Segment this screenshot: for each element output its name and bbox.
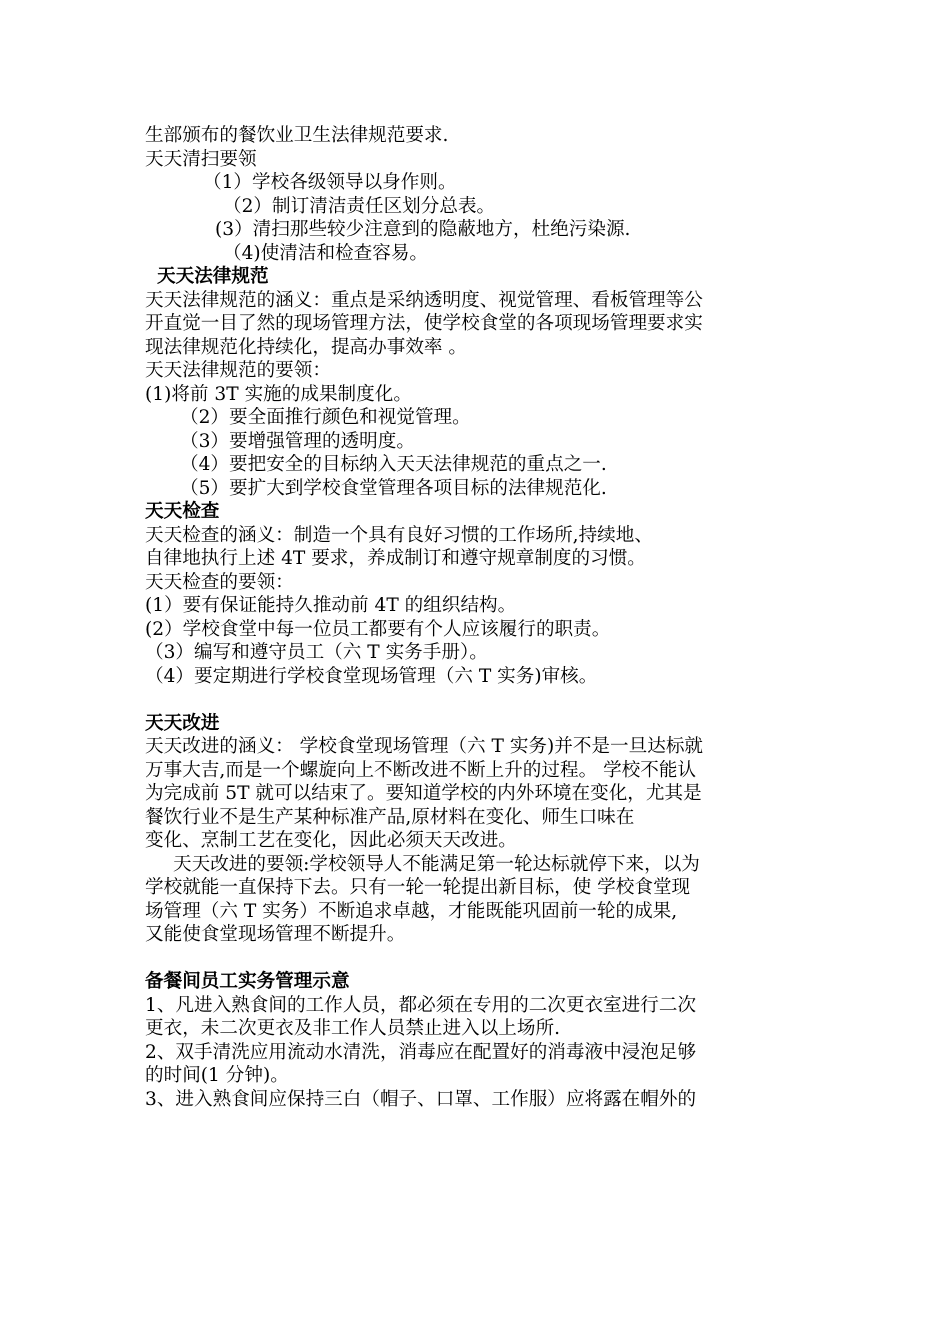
- document-page: [145, 124, 815, 1111]
- text-line: 天天法律规范的涵义：重点是采纳透明度、视觉管理、看板管理等公: [145, 289, 703, 311]
- text-line: 场管理（六 T 实务）不断追求卓越，才能既能巩固前一轮的成果,: [145, 900, 678, 922]
- text-line: 更衣，未二次更衣及非工作人员禁止进入以上场所.: [145, 1018, 560, 1039]
- blank-line: [145, 688, 815, 712]
- section-heading: 备餐间员工实务管理示意: [145, 971, 350, 992]
- blank-line: [145, 947, 815, 971]
- section-heading: 天天检查: [145, 501, 220, 522]
- text-line: 开直觉一目了然的现场管理方法，使学校食堂的各项现场管理要求实: [145, 313, 703, 334]
- list-item: (1）要有保证能持久推动前 4T 的组织结构。: [145, 595, 517, 616]
- text-line: 餐饮行业不是生产某种标准产品,原材料在变化、师生口味在: [145, 806, 635, 828]
- text-line: 天天法律规范的要领：: [145, 360, 331, 381]
- list-item: （4）要把安全的目标纳入天天法律规范的重点之一.: [180, 454, 607, 475]
- text-line: 万事大吉,而是一个螺旋向上不断改进不断上升的过程。 学校不能认: [145, 759, 697, 781]
- list-item: （5）要扩大到学校食堂管理各项目标的法律规范化.: [180, 477, 607, 499]
- list-item: （3）编写和遵守员工（六 T 实务手册）。: [145, 642, 488, 663]
- text-line: 现法律规范化持续化，提高办事效率 。: [145, 336, 468, 358]
- list-item: （3）要增强管理的透明度。: [180, 430, 415, 452]
- text-line: 2、双手清洗应用流动水清洗，消毒应在配置好的消毒液中浸泡足够: [145, 1041, 697, 1063]
- text-line: 的时间(1 分钟)。: [145, 1065, 289, 1086]
- text-line: 天天改进的要领:学校领导人不能满足第一轮达标就停下来，以为: [173, 853, 700, 875]
- text-line: 为完成前 5T 就可以结束了。要知道学校的内外环境在变化，尤其是: [145, 783, 702, 804]
- text-line: 生部颁布的餐饮业卫生法律规范要求.: [145, 125, 449, 146]
- list-item: （2）要全面推行颜色和视觉管理。: [180, 407, 471, 428]
- text-line: 变化、烹制工艺在变化，因此必须天天改进。: [145, 830, 517, 851]
- section-heading: 天天法律规范: [157, 266, 269, 287]
- list-item: (1)将前 3T 实施的成果制度化。: [145, 383, 412, 405]
- list-item: （2）制订清洁责任区划分总表。: [223, 195, 496, 217]
- text-line: 天天改进的涵义： 学校食堂现场管理（六 T 实务)并不是一旦达标就: [145, 736, 704, 757]
- list-item: （1）学校各级领导以身作则。: [203, 172, 457, 193]
- list-item: （4）要定期进行学校食堂现场管理（六 T 实务)审核。: [145, 665, 598, 687]
- list-item: （4)使清洁和检查容易。: [223, 242, 429, 264]
- text-line: 天天检查的要领：: [145, 571, 294, 593]
- list-item: (3）清扫那些较少注意到的隐蔽地方，杜绝污染源.: [215, 219, 631, 240]
- text-line: 3、进入熟食间应保持三白（帽子、口罩、工作服）应将露在帽外的: [145, 1088, 697, 1110]
- text-line: 1、凡进入熟食间的工作人员，都必须在专用的二次更衣室进行二次: [145, 994, 697, 1016]
- section-heading: 天天改进: [145, 712, 220, 734]
- list-item: (2）学校食堂中每一位员工都要有个人应该履行的职责。: [145, 618, 611, 640]
- text-line: 学校就能一直保持下去。只有一轮一轮提出新目标，使 学校食堂现: [145, 877, 691, 898]
- text-line: 天天检查的涵义：制造一个具有良好习惯的工作场所,持续地、: [145, 524, 653, 546]
- text-line: 又能使食堂现场管理不断提升。: [145, 924, 406, 945]
- text-line: 自律地执行上述 4T 要求，养成制订和遵守规章制度的习惯。: [145, 548, 646, 569]
- text-line: 天天清扫要领: [145, 148, 257, 170]
